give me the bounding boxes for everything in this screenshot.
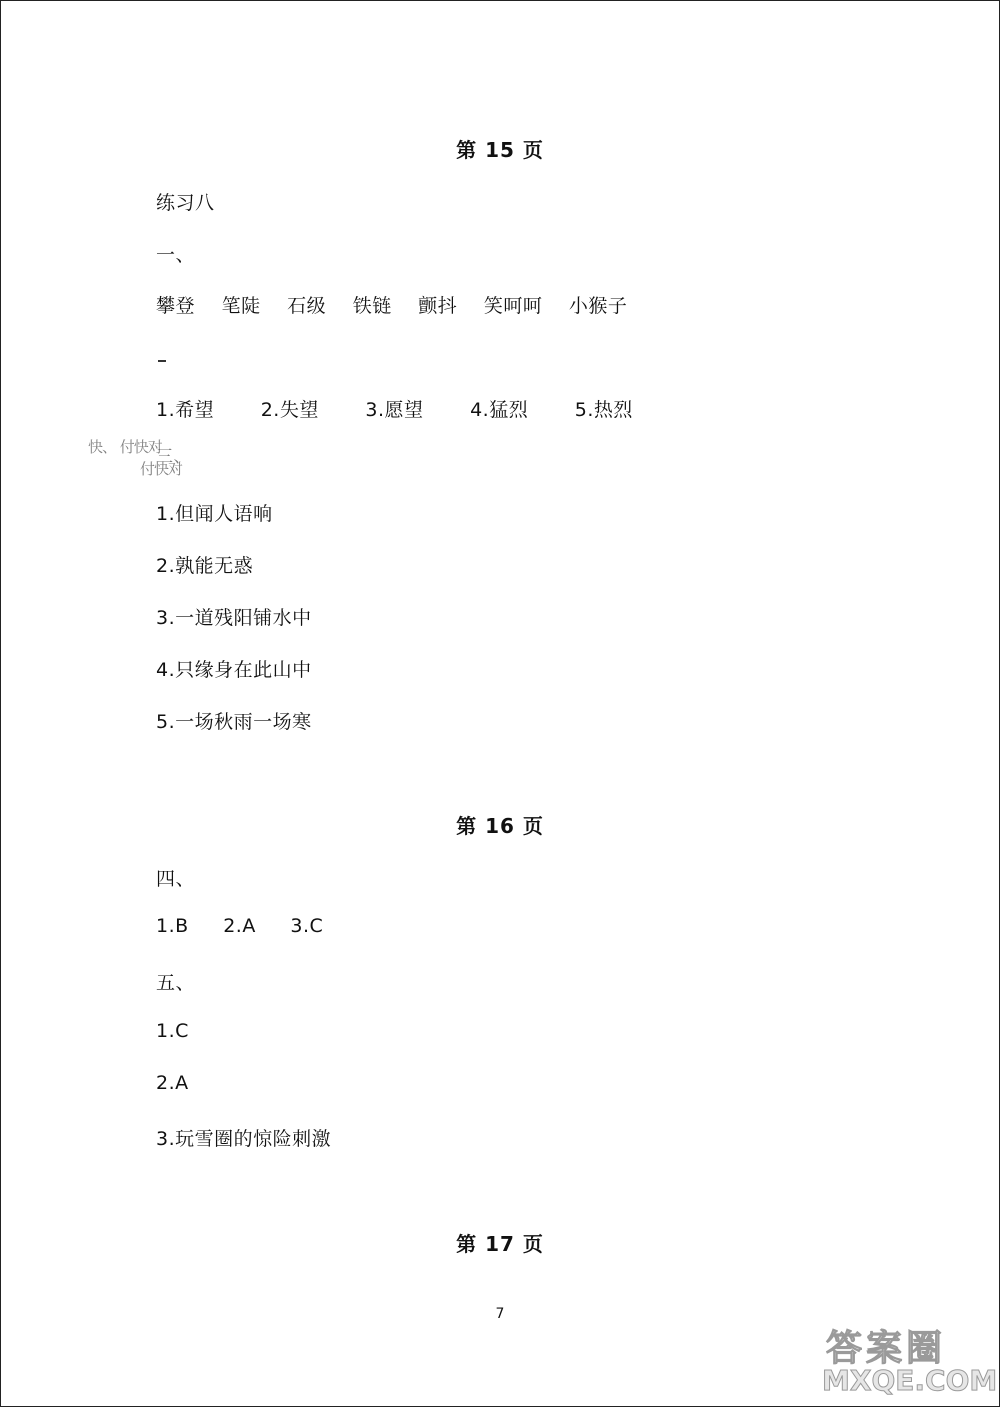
- answer-item: 2.A: [223, 915, 256, 937]
- section2-word-list: [156, 395, 633, 422]
- list-item: 2.A: [156, 1072, 189, 1094]
- section-label-5: 五、: [156, 972, 196, 994]
- word-item: 小猴子: [568, 295, 628, 317]
- word-item: 5.热烈: [574, 399, 633, 421]
- page-heading-16: 第 16 页: [456, 814, 544, 838]
- word-item: 颤抖: [418, 295, 458, 317]
- section-label-3: 三、: [156, 447, 191, 467]
- section1-word-list: [156, 291, 627, 318]
- watermark-logo: [818, 1318, 998, 1400]
- answer-item: 3.C: [290, 915, 324, 937]
- list-item: 2.孰能无惑: [156, 555, 254, 577]
- scan-artifact-text: 付快对: [140, 460, 183, 478]
- word-item: 4.猛烈: [470, 399, 529, 421]
- word-item: 笔陡: [221, 295, 261, 317]
- page-heading-17: 第 17 页: [456, 1232, 544, 1256]
- section4-answer-list: [156, 915, 323, 937]
- exercise-title: 练习八: [156, 192, 215, 214]
- list-item: 1.C: [156, 1020, 189, 1042]
- word-item: 3.愿望: [365, 399, 424, 421]
- list-item: 5.一场秋雨一场寒: [156, 711, 312, 733]
- watermark-en-text: MXQE.COM: [822, 1364, 998, 1397]
- word-item: 1.希望: [156, 399, 215, 421]
- list-item: 4.只缘身在此山中: [156, 659, 312, 681]
- word-item: 攀登: [156, 295, 196, 317]
- list-item: 3.一道残阳铺水中: [156, 607, 312, 629]
- watermark-cn-text: 答案圈: [826, 1328, 947, 1369]
- page-heading-15: 第 15 页: [456, 138, 544, 162]
- list-item: 1.但闻人语响: [156, 503, 273, 525]
- page-number: 7: [495, 1306, 505, 1322]
- section-label-2-dash: [158, 360, 166, 362]
- list-item: 3.玩雪圈的惊险刺激: [156, 1128, 332, 1150]
- answer-item: 1.B: [156, 915, 189, 937]
- word-item: 2.失望: [260, 399, 319, 421]
- word-item: 石级: [287, 295, 327, 317]
- word-item: 铁链: [352, 295, 392, 317]
- word-item: 笑呵呵: [483, 295, 543, 317]
- section-label-4: 四、: [156, 868, 196, 890]
- scan-artifact-text: 快、 付快对: [88, 438, 162, 456]
- section-label-1: 一、: [156, 244, 196, 266]
